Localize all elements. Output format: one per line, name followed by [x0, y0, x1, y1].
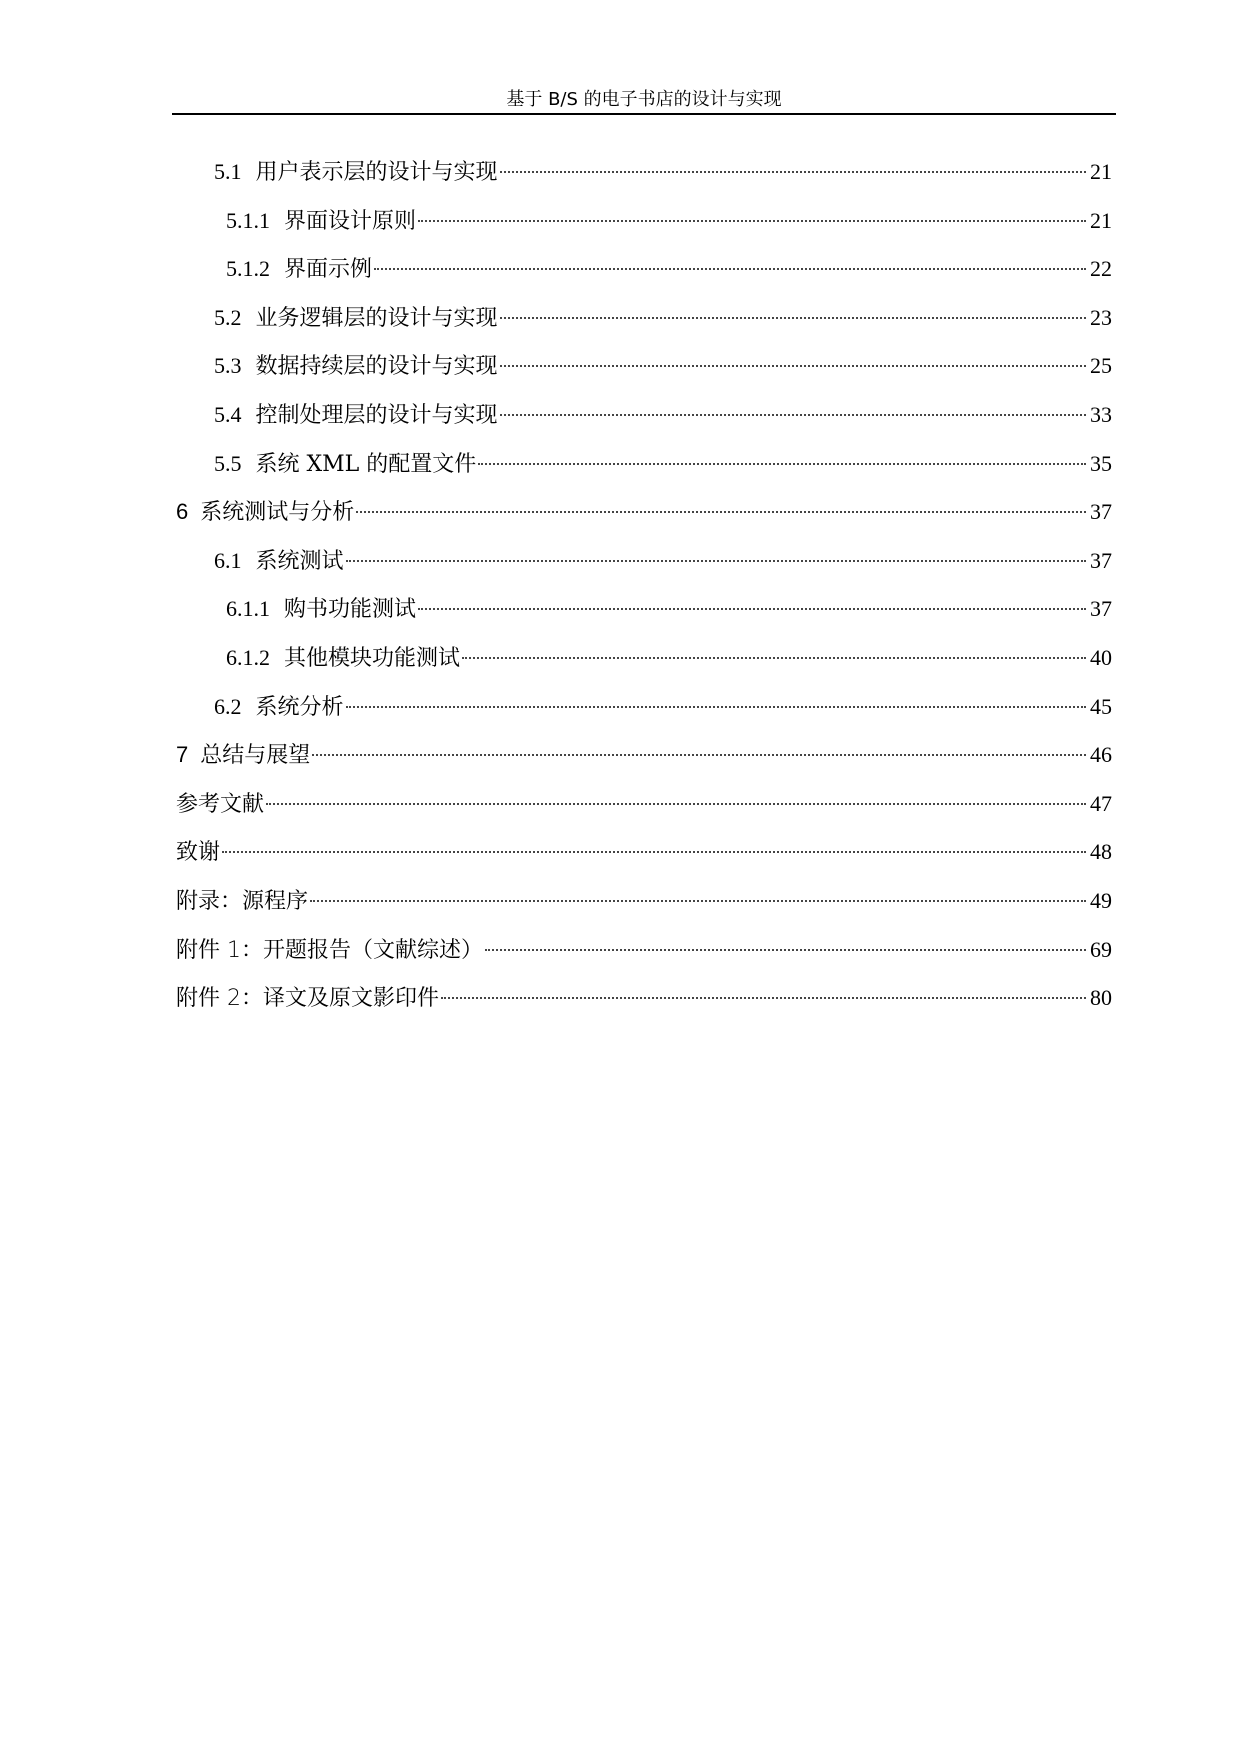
toc-entry-title: 界面设计原则: [284, 208, 417, 234]
dot-leader: [346, 560, 1086, 562]
toc-entry[interactable]: [176, 974, 1112, 1023]
toc-entry-page: 25: [1090, 353, 1112, 379]
toc-entry[interactable]: [176, 488, 1112, 537]
toc-entry[interactable]: [176, 537, 1112, 586]
running-header: 基于 B/S 的电子书店的设计与实现: [506, 89, 782, 110]
toc-entry[interactable]: [176, 731, 1112, 780]
dot-leader: [462, 657, 1086, 659]
toc-entry-number: 5.5: [214, 450, 242, 476]
dot-leader: [374, 268, 1086, 270]
toc-entry-title: 业务逻辑层的设计与实现: [255, 305, 498, 331]
toc-entry-page: 33: [1090, 401, 1112, 427]
toc-entry-number: 6: [176, 499, 189, 525]
toc-entry-title: 附件 1：开题报告（文献综述）: [176, 937, 483, 963]
toc-entry-page: 49: [1090, 887, 1112, 913]
toc-entry[interactable]: [176, 245, 1112, 294]
toc-entry-title: 数据持续层的设计与实现: [255, 354, 498, 380]
toc-entry-title: 用户表示层的设计与实现: [255, 160, 498, 185]
dot-leader: [222, 851, 1086, 853]
toc-entry-page: 46: [1090, 742, 1112, 768]
toc-entry[interactable]: [176, 391, 1112, 440]
toc-entry-page: 21: [1090, 159, 1112, 184]
toc-entry-page: 37: [1090, 547, 1112, 573]
dot-leader: [500, 414, 1086, 416]
toc-entry-page: 69: [1090, 936, 1112, 962]
dot-leader: [478, 463, 1086, 465]
toc-entry-title: 致谢: [176, 840, 221, 866]
toc-entry-title: 系统分析: [255, 694, 344, 720]
table-of-contents: [176, 148, 1112, 1023]
dot-leader: [441, 997, 1086, 999]
toc-entry-title: 总结与展望: [200, 743, 311, 769]
toc-entry-title: 附录：源程序: [176, 888, 309, 914]
toc-entry-number: 5.1: [214, 159, 242, 184]
dot-leader: [500, 365, 1086, 367]
toc-entry[interactable]: [176, 780, 1112, 829]
toc-entry-number: 5.3: [214, 353, 242, 379]
toc-entry-page: 40: [1090, 644, 1112, 670]
toc-entry-title: 系统 XML 的配置文件: [255, 451, 477, 477]
toc-entry-title: 系统测试: [255, 548, 344, 574]
toc-entry[interactable]: [176, 197, 1112, 246]
toc-entry-title: 购书功能测试: [284, 597, 417, 623]
toc-entry-number: 7: [176, 742, 189, 768]
toc-entry[interactable]: [176, 877, 1112, 926]
toc-entry[interactable]: [176, 828, 1112, 877]
toc-entry-page: 35: [1090, 450, 1112, 476]
toc-entry-number: 5.4: [214, 401, 242, 427]
dot-leader: [418, 608, 1086, 610]
toc-entry-number: 6.1: [214, 547, 242, 573]
toc-entry-page: 45: [1090, 693, 1112, 719]
dot-leader: [346, 706, 1086, 708]
toc-entry-title: 控制处理层的设计与实现: [255, 402, 498, 428]
toc-entry[interactable]: [176, 342, 1112, 391]
toc-entry[interactable]: [176, 440, 1112, 489]
toc-entry-number: 6.2: [214, 693, 242, 719]
toc-entry-number: 5.2: [214, 304, 242, 330]
toc-entry-title: 系统测试与分析: [200, 500, 355, 526]
toc-entry-title: 附件 2：译文及原文影印件: [176, 986, 439, 1012]
dot-leader: [500, 317, 1086, 319]
toc-entry-page: 48: [1090, 839, 1112, 865]
toc-entry-page: 37: [1090, 499, 1112, 525]
toc-entry[interactable]: [176, 148, 1112, 197]
toc-entry-page: 22: [1090, 256, 1112, 282]
dot-leader: [356, 511, 1086, 513]
toc-entry-number: 6.1.1: [226, 596, 270, 622]
toc-entry[interactable]: [176, 683, 1112, 732]
toc-entry-page: 23: [1090, 304, 1112, 330]
dot-leader: [418, 220, 1086, 222]
toc-entry[interactable]: [176, 926, 1112, 975]
dot-leader: [310, 900, 1086, 902]
dot-leader: [266, 803, 1086, 805]
toc-entry-number: 5.1.2: [226, 256, 270, 282]
toc-entry-page: 80: [1090, 985, 1112, 1011]
toc-entry-number: 5.1.1: [226, 207, 270, 233]
toc-entry-page: 37: [1090, 596, 1112, 622]
dot-leader: [312, 754, 1086, 756]
toc-entry-page: 47: [1090, 790, 1112, 816]
toc-entry-title: 参考文献: [176, 791, 265, 817]
toc-entry[interactable]: [176, 585, 1112, 634]
header-rule: [172, 113, 1116, 115]
toc-entry-title: 界面示例: [284, 257, 373, 283]
toc-entry[interactable]: [176, 634, 1112, 683]
toc-entry-title: 其他模块功能测试: [284, 645, 461, 671]
toc-entry[interactable]: [176, 294, 1112, 343]
toc-entry-page: 21: [1090, 207, 1112, 233]
dot-leader: [485, 949, 1086, 951]
dot-leader: [500, 171, 1086, 173]
toc-entry-number: 6.1.2: [226, 644, 270, 670]
